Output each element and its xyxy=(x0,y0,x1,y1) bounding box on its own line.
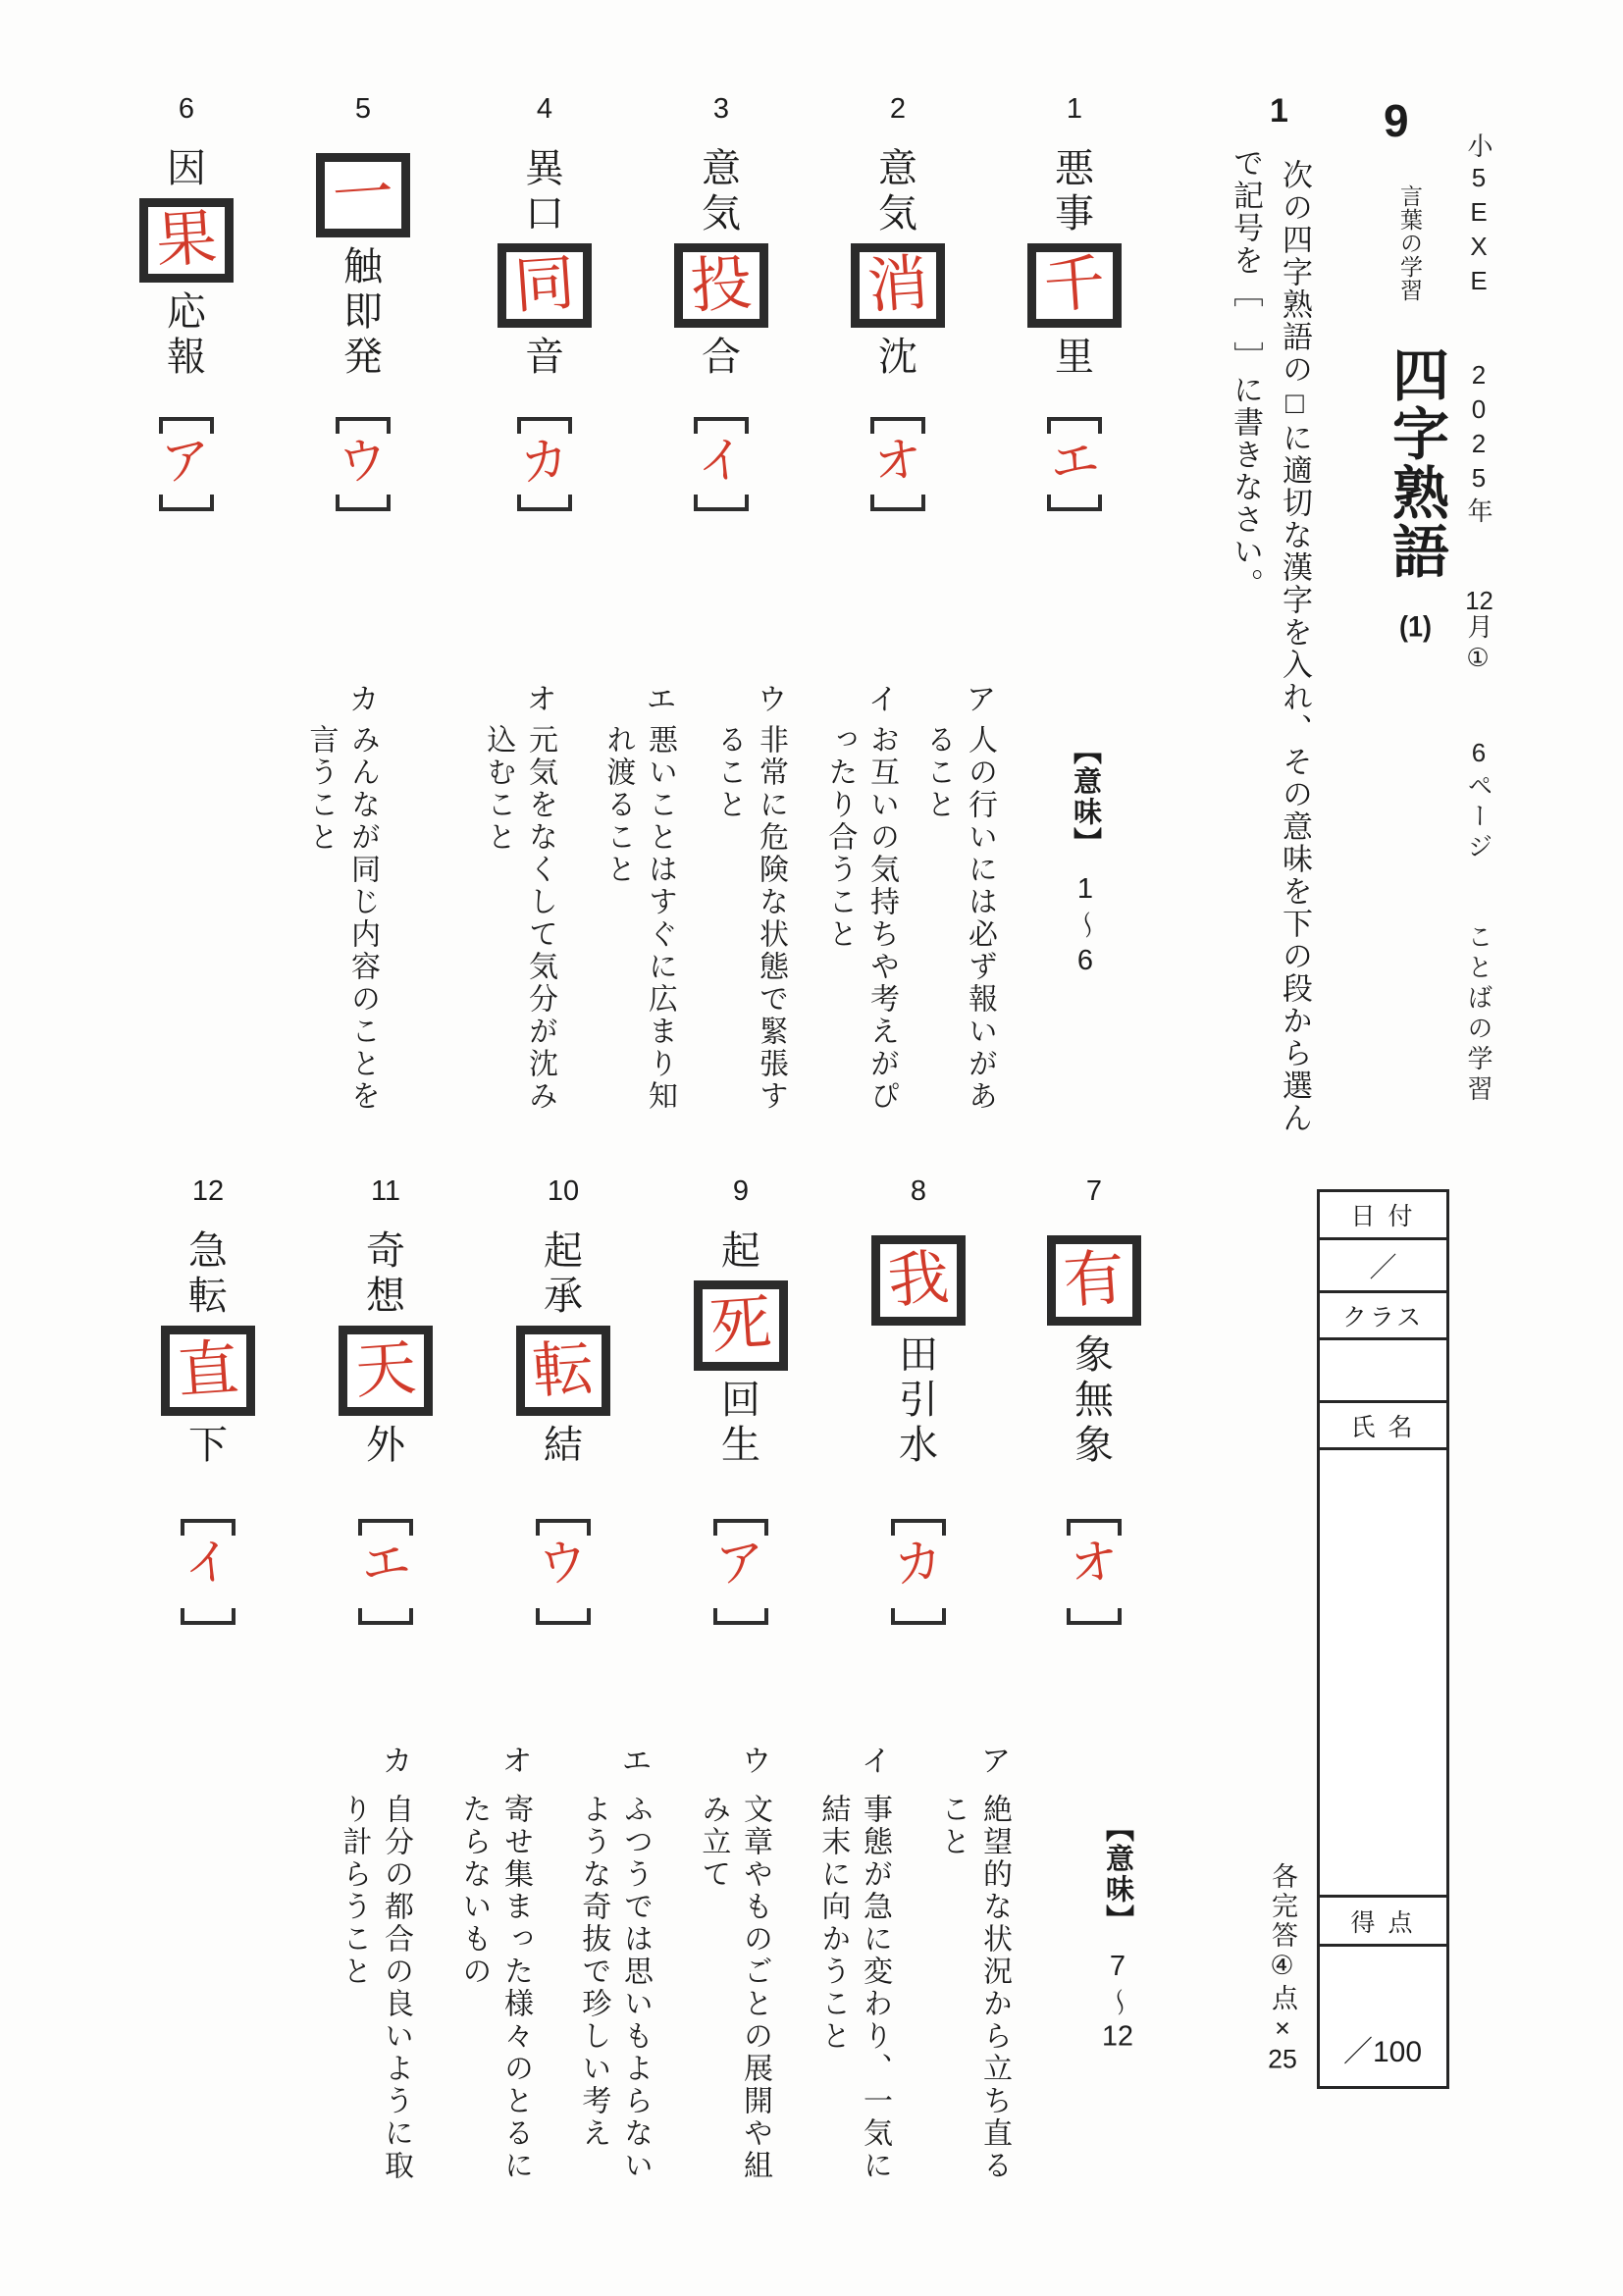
question-number: 4 xyxy=(536,93,553,125)
handwritten-answer: ア xyxy=(158,431,215,492)
meaning-label-e: エ xyxy=(622,1746,652,1778)
handwritten-answer: オ xyxy=(869,431,926,492)
answer-box[interactable] xyxy=(871,1235,966,1326)
question-9 xyxy=(687,1175,795,1593)
meaning-text-ka: 自分の都合の良いように取り計らうこと xyxy=(338,1794,412,2182)
meaning-text-e: ふつうでは思いもよらないような奇抜で珍しい考え xyxy=(577,1794,652,2182)
name-label: 氏 名 xyxy=(1320,1403,1446,1450)
handwritten-answer: エ xyxy=(1046,431,1103,492)
meaning-text-u: 非常に危険な状態で緊張すること xyxy=(712,724,787,1113)
answer-box[interactable] xyxy=(316,153,410,237)
idiom-char: 引 xyxy=(899,1378,938,1422)
worksheet-title xyxy=(1374,345,1456,642)
question-5 xyxy=(309,93,417,492)
class-input-cell[interactable] xyxy=(1320,1340,1446,1403)
handwritten-answer: イ xyxy=(180,1533,236,1593)
unit-number: 9 xyxy=(1384,95,1409,146)
meaning-label-o: オ xyxy=(527,684,556,716)
question-number: 1 xyxy=(1066,93,1083,125)
meaning-label-a: ア xyxy=(981,1746,1011,1778)
handwritten-kanji: 転 xyxy=(530,1334,597,1407)
meanings-7-12-heading: 【意味】7〜12 xyxy=(1102,1813,1133,2051)
class-label: クラス xyxy=(1320,1293,1446,1340)
meanings-range: 7〜12 xyxy=(1102,1951,1133,2051)
unit-category: 言葉の学習 xyxy=(1397,184,1423,302)
handwritten-kanji: 消 xyxy=(864,249,931,322)
idiom-char: 無 xyxy=(1074,1378,1114,1422)
idiom-char: 意 xyxy=(702,146,741,190)
question-6 xyxy=(132,93,240,492)
meanings-1-6-heading: 【意味】1〜6 xyxy=(1070,736,1101,982)
idiom-char: 応 xyxy=(167,289,206,334)
idiom-char: 気 xyxy=(702,191,741,235)
score-denominator: ／100 xyxy=(1343,2036,1423,2068)
meaning-text-i: 事態が急に変わり、一気に結末に向かうこと xyxy=(816,1794,891,2182)
handwritten-kanji: 死 xyxy=(707,1289,774,1362)
title-text: 四字熟語 xyxy=(1384,345,1447,581)
answer-bracket[interactable] xyxy=(517,417,572,511)
idiom-char: 意 xyxy=(878,146,917,190)
course-label: ことばの学習 xyxy=(1464,923,1493,1106)
name-input-cell[interactable] xyxy=(1320,1450,1446,1898)
idiom-char: 承 xyxy=(544,1274,583,1318)
question-11 xyxy=(332,1175,440,1593)
idiom-char: 起 xyxy=(544,1228,583,1273)
handwritten-answer: カ xyxy=(516,431,573,492)
question-number: 7 xyxy=(1085,1175,1103,1207)
idiom-char: 触 xyxy=(343,244,383,288)
idiom-char: 結 xyxy=(544,1423,583,1467)
instruction-line1: 次の四字熟語の□に適切な漢字を入れ、その意味を下の段から選ん xyxy=(1278,159,1312,1134)
answer-bracket[interactable] xyxy=(713,1519,768,1625)
question-number: 2 xyxy=(889,93,907,125)
question-4 xyxy=(491,93,599,492)
handwritten-kanji: 果 xyxy=(153,204,220,277)
handwritten-answer: ウ xyxy=(535,1533,592,1593)
handwritten-kanji: 天 xyxy=(352,1334,419,1407)
info-table xyxy=(1317,1189,1449,2089)
idiom-char: 回 xyxy=(721,1378,760,1422)
meaning-label-i: イ xyxy=(862,1746,891,1778)
question-1 xyxy=(1021,93,1128,492)
idiom-char: 合 xyxy=(702,335,741,379)
idiom-char: 報 xyxy=(167,335,206,379)
question-3 xyxy=(667,93,775,492)
answer-box[interactable] xyxy=(694,1280,788,1371)
answer-bracket[interactable] xyxy=(336,417,391,511)
idiom-char: 因 xyxy=(167,146,206,190)
question-8 xyxy=(864,1175,972,1593)
idiom-char: 異 xyxy=(525,146,564,190)
meaning-text-u: 文章やものごとの展開や組み立て xyxy=(697,1794,771,2182)
idiom-char: 音 xyxy=(525,335,564,379)
question-number: 12 xyxy=(191,1175,225,1207)
idiom-char: 転 xyxy=(188,1274,228,1318)
meaning-text-o: 寄せ集まった様々のとるにたらないもの xyxy=(457,1794,532,2182)
meaning-label-a: ア xyxy=(967,684,996,716)
question-10 xyxy=(509,1175,617,1593)
idiom-char: 気 xyxy=(878,191,917,235)
handwritten-answer: カ xyxy=(890,1533,947,1593)
course-school: 小5EXE xyxy=(1464,132,1493,300)
meaning-label-ka: カ xyxy=(383,1746,412,1778)
meaning-label-o: オ xyxy=(502,1746,532,1778)
answer-bracket[interactable] xyxy=(358,1519,413,1625)
meaning-text-a: 人の行いには必ず報いがあること xyxy=(921,724,996,1113)
handwritten-kanji: 我 xyxy=(885,1244,952,1317)
idiom-char: 里 xyxy=(1055,335,1094,379)
meaning-text-i: お互いの気持ちや考えがぴったり合うこと xyxy=(823,724,898,1113)
question-number: 9 xyxy=(732,1175,750,1207)
meaning-text-a: 絶望的な状況から立ち直ること xyxy=(936,1794,1011,2182)
meaning-label-e: エ xyxy=(647,684,676,716)
meaning-text-o: 元気をなくして気分が沈み込むこと xyxy=(482,724,556,1113)
answer-box[interactable] xyxy=(674,243,768,328)
answer-bracket[interactable] xyxy=(891,1519,946,1625)
meaning-label-u: ウ xyxy=(742,1746,771,1778)
answer-bracket[interactable] xyxy=(1047,417,1102,511)
idiom-char: 急 xyxy=(188,1228,228,1273)
question-number: 11 xyxy=(370,1175,401,1207)
idiom-char: 沈 xyxy=(878,335,917,379)
meaning-text-e: 悪いことはすぐに広まり知れ渡ること xyxy=(602,724,676,1113)
answer-box[interactable] xyxy=(1047,1235,1141,1326)
meaning-text-ka: みんなが同じ内容のことを言うこと xyxy=(304,724,379,1113)
idiom-char: 奇 xyxy=(366,1228,405,1273)
scoring-note: 各完答④点×25 xyxy=(1268,1862,1297,2072)
idiom-char: 水 xyxy=(899,1423,938,1467)
course-info xyxy=(1461,132,1497,1106)
score-label: 得 点 xyxy=(1320,1898,1446,1947)
instruction-number: 1 xyxy=(1270,92,1288,130)
answer-bracket[interactable] xyxy=(159,417,214,511)
date-input-cell[interactable]: ／ xyxy=(1320,1240,1446,1293)
question-number: 8 xyxy=(910,1175,927,1207)
question-number: 10 xyxy=(547,1175,580,1207)
answer-box[interactable] xyxy=(1027,243,1122,328)
answer-box[interactable] xyxy=(139,198,234,283)
course-year: 2025年 xyxy=(1464,360,1493,528)
idiom-char: 生 xyxy=(721,1423,760,1467)
meaning-label-ka: カ xyxy=(349,684,379,716)
handwritten-answer: ア xyxy=(712,1533,769,1593)
idiom-char: 外 xyxy=(366,1423,405,1467)
answer-box[interactable] xyxy=(516,1326,610,1416)
question-2 xyxy=(844,93,952,492)
answer-bracket[interactable] xyxy=(1067,1519,1122,1625)
handwritten-answer: ウ xyxy=(335,431,392,492)
answer-box[interactable] xyxy=(497,243,592,328)
meaning-label-u: ウ xyxy=(758,684,787,716)
idiom-char: 下 xyxy=(188,1423,228,1467)
meanings-range: 1〜6 xyxy=(1070,873,1101,982)
handwritten-answer: イ xyxy=(693,431,750,492)
idiom-char: 起 xyxy=(721,1228,760,1273)
handwritten-kanji: 投 xyxy=(688,249,755,322)
handwritten-answer: エ xyxy=(357,1533,414,1593)
course-month: 12月① xyxy=(1464,588,1493,678)
handwritten-kanji: 千 xyxy=(1041,249,1108,322)
idiom-char: 口 xyxy=(525,191,564,235)
question-12 xyxy=(154,1175,262,1593)
course-pages: 6ページ xyxy=(1464,738,1493,863)
idiom-char: 事 xyxy=(1055,191,1094,235)
instruction-line2: で記号を［ ］に書きなさい。 xyxy=(1229,147,1263,600)
question-number: 6 xyxy=(178,93,195,125)
idiom-char: 発 xyxy=(343,335,383,379)
answer-bracket[interactable] xyxy=(870,417,925,511)
date-label: 日 付 xyxy=(1320,1192,1446,1240)
answer-box[interactable] xyxy=(339,1326,433,1416)
idiom-char: 想 xyxy=(366,1274,405,1318)
idiom-char: 悪 xyxy=(1055,146,1094,190)
answer-bracket[interactable] xyxy=(536,1519,591,1625)
answer-bracket[interactable] xyxy=(694,417,749,511)
score-input-cell[interactable] xyxy=(1320,1947,1446,2086)
idiom-char: 即 xyxy=(343,289,383,334)
idiom-char: 象 xyxy=(1074,1423,1114,1467)
handwritten-kanji: 同 xyxy=(511,249,578,322)
title-part-number: (1) xyxy=(1399,612,1432,643)
answer-box[interactable] xyxy=(161,1326,255,1416)
handwritten-answer: オ xyxy=(1066,1533,1123,1593)
question-7 xyxy=(1040,1175,1148,1593)
question-number: 5 xyxy=(354,93,372,125)
answer-bracket[interactable] xyxy=(181,1519,236,1625)
handwritten-kanji: 有 xyxy=(1061,1244,1127,1317)
idiom-char: 田 xyxy=(899,1332,938,1377)
meaning-label-i: イ xyxy=(868,684,898,716)
question-number: 3 xyxy=(712,93,730,125)
idiom-char: 象 xyxy=(1074,1332,1114,1377)
answer-box[interactable] xyxy=(851,243,945,328)
handwritten-kanji: 一 xyxy=(330,159,396,232)
handwritten-kanji: 直 xyxy=(175,1334,241,1407)
